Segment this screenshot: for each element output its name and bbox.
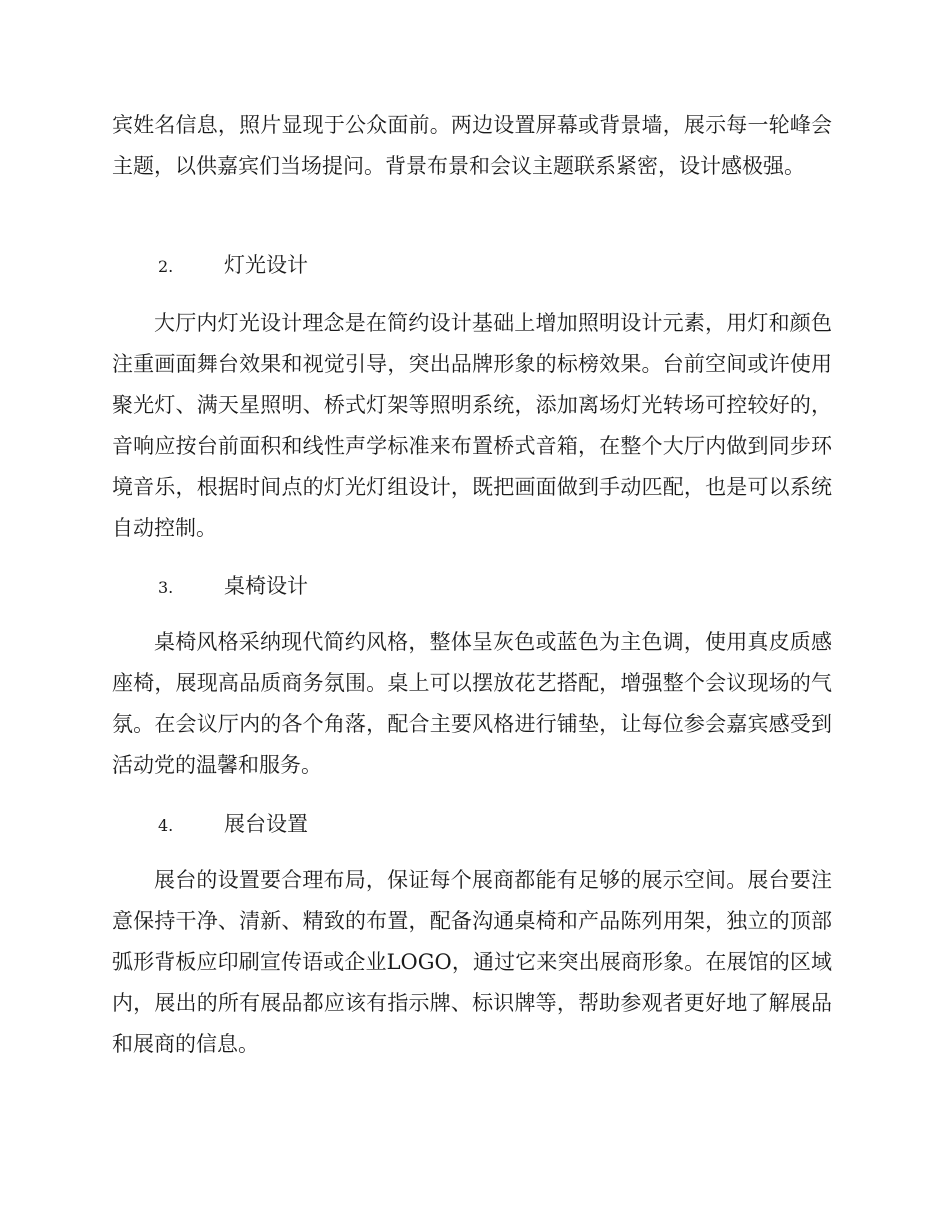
section-heading-lighting — [158, 245, 308, 286]
section-number: 4. — [158, 816, 174, 835]
section-title: 桌椅设计 — [224, 574, 308, 598]
paragraph-lighting-design: 大厅内灯光设计理念是在简约设计基础上增加照明设计元素，用灯和颜色注重画面舞台效果和视觉引导，突出品牌形象的标榜效果。台前空间或许使用聚光灯、满天星照明、桥式灯架等照明系统，添加离场灯光转场可控较好的，音响应按台前面积和线性声学标准来布置桥式音箱，在整个大厅内做到同步环境音乐，根据时间点的灯光灯组设计，既把画面做到手动匹配，也是可以系统自动控制。 — [112, 311, 832, 540]
paragraph-booth-setup: 展台的设置要合理布局，保证每个展商都能有足够的展示空间。展台要注意保持干净、清新、精致的布置，配备沟通桌椅和产品陈列用架，独立的顶部弧形背板应印刷宣传语或企业LOGO，通过它来突出展商形象。在展馆的区域内，展出的所有展品都应该有指示牌、标识牌等，帮助参观者更好地了解展品和展商的信息。 — [112, 868, 832, 1056]
section-heading-furniture — [158, 566, 308, 607]
section-title: 展台设置 — [224, 812, 308, 836]
section-number: 2. — [158, 257, 174, 276]
paragraph-stage-background: 宾姓名信息，照片显现于公众面前。两边设置屏幕或背景墙，展示每一轮峰会主题，以供嘉宾们当场提问。背景布景和会议主题联系紧密，设计感极强。 — [112, 113, 832, 178]
section-title: 灯光设计 — [224, 253, 308, 277]
section-number: 3. — [158, 578, 174, 597]
paragraph-furniture-design: 桌椅风格采纳现代简约风格，整体呈灰色或蓝色为主色调，使用真皮质感座椅，展现高品质商务氛围。桌上可以摆放花艺搭配，增强整个会议现场的气氛。在会议厅内的各个角落，配合主要风格进行铺垫，让每位参会嘉宾感受到活动党的温馨和服务。 — [112, 630, 832, 777]
section-heading-booth — [158, 804, 308, 845]
